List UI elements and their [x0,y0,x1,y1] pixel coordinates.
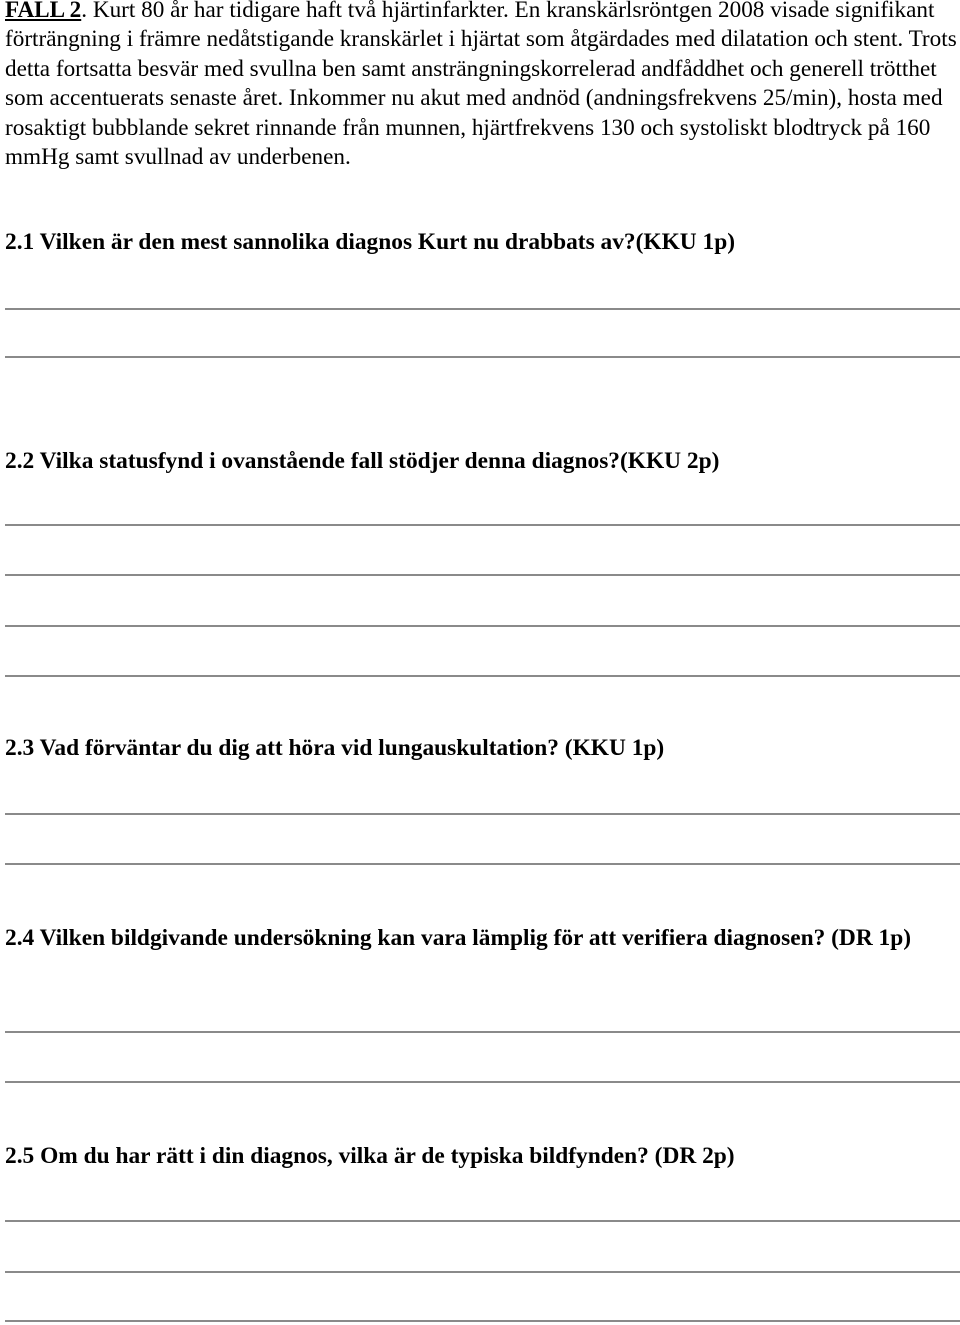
answer-line[interactable] [5,1271,960,1273]
answer-line[interactable] [5,308,960,310]
question-2-1: 2.1 Vilken är den mest sannolika diagnos Kurt nu drabbats av?(KKU 1p) [5,229,736,255]
answer-line[interactable] [5,524,960,526]
question-2-2: 2.2 Vilka statusfynd i ovanstående fall stödjer denna diagnos?(KKU 2p) [5,448,720,474]
case-label: FALL 2 [5,0,82,23]
answer-line[interactable] [5,625,960,627]
answer-line[interactable] [5,1220,960,1222]
case-description [5,0,957,172]
question-2-3: 2.3 Vad förväntar du dig att höra vid lungauskultation? (KKU 1p) [5,735,665,761]
answer-line[interactable] [5,574,960,576]
answer-line[interactable] [5,356,960,358]
answer-line[interactable] [5,1031,960,1033]
answer-line[interactable] [5,863,960,865]
answer-line[interactable] [5,675,960,677]
question-2-4: 2.4 Vilken bildgivande undersökning kan vara lämplig för att verifiera diagnosen? (DR 1p) [5,925,912,951]
answer-line[interactable] [5,1081,960,1083]
answer-line[interactable] [5,1320,960,1322]
case-text: . Kurt 80 år har tidigare haft två hjärtinfarkter. En kranskärlsröntgen 2008 visade signifikant förträngning i främre nedåtstigande kranskärlet i hjärtat som åtgärdades med dilatation och stent. Trots detta fortsatta besvär med svullna ben samt ansträngningskorrelerad andfåddhet och generell trötthet som accentuerats senaste året. Inkommer nu akut med andnöd (andningsfrekvens 25/min), hosta med rosaktigt bubblande sekret rinnande från munnen, hjärtfrekvens 130 och systoliskt blodtryck på 160 mmHg samt svullnad av underbenen. [5,0,957,171]
question-2-5: 2.5 Om du har rätt i din diagnos, vilka är de typiska bildfynden? (DR 2p) [5,1143,735,1169]
answer-line[interactable] [5,813,960,815]
